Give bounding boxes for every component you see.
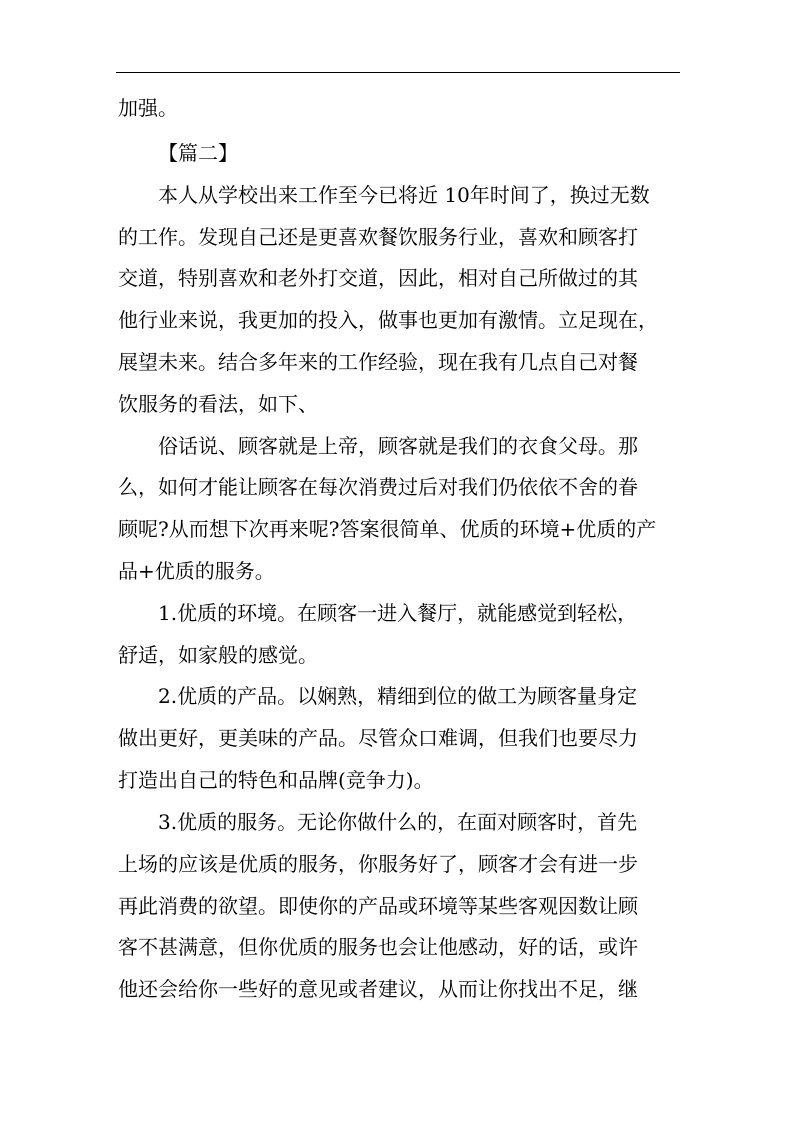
text-line: 展望未来。结合多年来的工作经验，现在我有几点自己对餐 <box>118 350 638 374</box>
text-line: 交道，特别喜欢和老外打交道，因此，相对自己所做过的其 <box>118 266 638 290</box>
list-item-3: 3.优质的服务。无论你做什么的，在面对顾客时，首先 <box>158 810 638 834</box>
text-line: 打造出自己的特色和品牌(竞争力)。 <box>118 768 434 792</box>
text-line: 本人从学校出来工作至今已将近 10年时间了，换过无数 <box>158 183 650 207</box>
list-item-1: 1.优质的环境。在顾客一进入餐厅，就能感觉到轻松， <box>158 601 638 625</box>
text-line: 俗话说、顾客就是上帝，顾客就是我们的衣食父母。那 <box>158 434 638 458</box>
text-line: 品+优质的服务。 <box>118 559 275 583</box>
text-line: 加强。 <box>118 96 178 120</box>
text-line: 舒适，如家般的感觉。 <box>118 643 318 667</box>
text-line: 上场的应该是优质的服务，你服务好了，顾客才会有进一步 <box>118 852 638 876</box>
text-line: 么，如何才能让顾客在每次消费过后对我们仍依依不舍的眷 <box>118 475 638 499</box>
text-line: 他行业来说，我更加的投入，做事也更加有激情。立足现在， <box>118 308 658 332</box>
text-line: 再此消费的欲望。即使你的产品或环境等某些客观因数让顾 <box>118 894 638 918</box>
text-line: 客不甚满意，但你优质的服务也会让他感动，好的话，或许 <box>118 935 638 959</box>
text-line: 饮服务的看法，如下、 <box>118 392 318 416</box>
list-item-2: 2.优质的产品。以娴熟，精细到位的做工为顾客量身定 <box>158 684 638 708</box>
text-line: 他还会给你一些好的意见或者建议，从而让你找出不足，继 <box>118 977 638 1001</box>
text-line: 顾呢?从而想下次再来呢?答案很简单、优质的环境+优质的产 <box>118 517 657 541</box>
header-rule <box>116 72 680 73</box>
section-heading: 【篇二】 <box>158 141 238 165</box>
text-line: 做出更好，更美味的产品。尽管众口难调，但我们也要尽力 <box>118 726 638 750</box>
text-line: 的工作。发现自己还是更喜欢餐饮服务行业，喜欢和顾客打 <box>118 225 638 249</box>
